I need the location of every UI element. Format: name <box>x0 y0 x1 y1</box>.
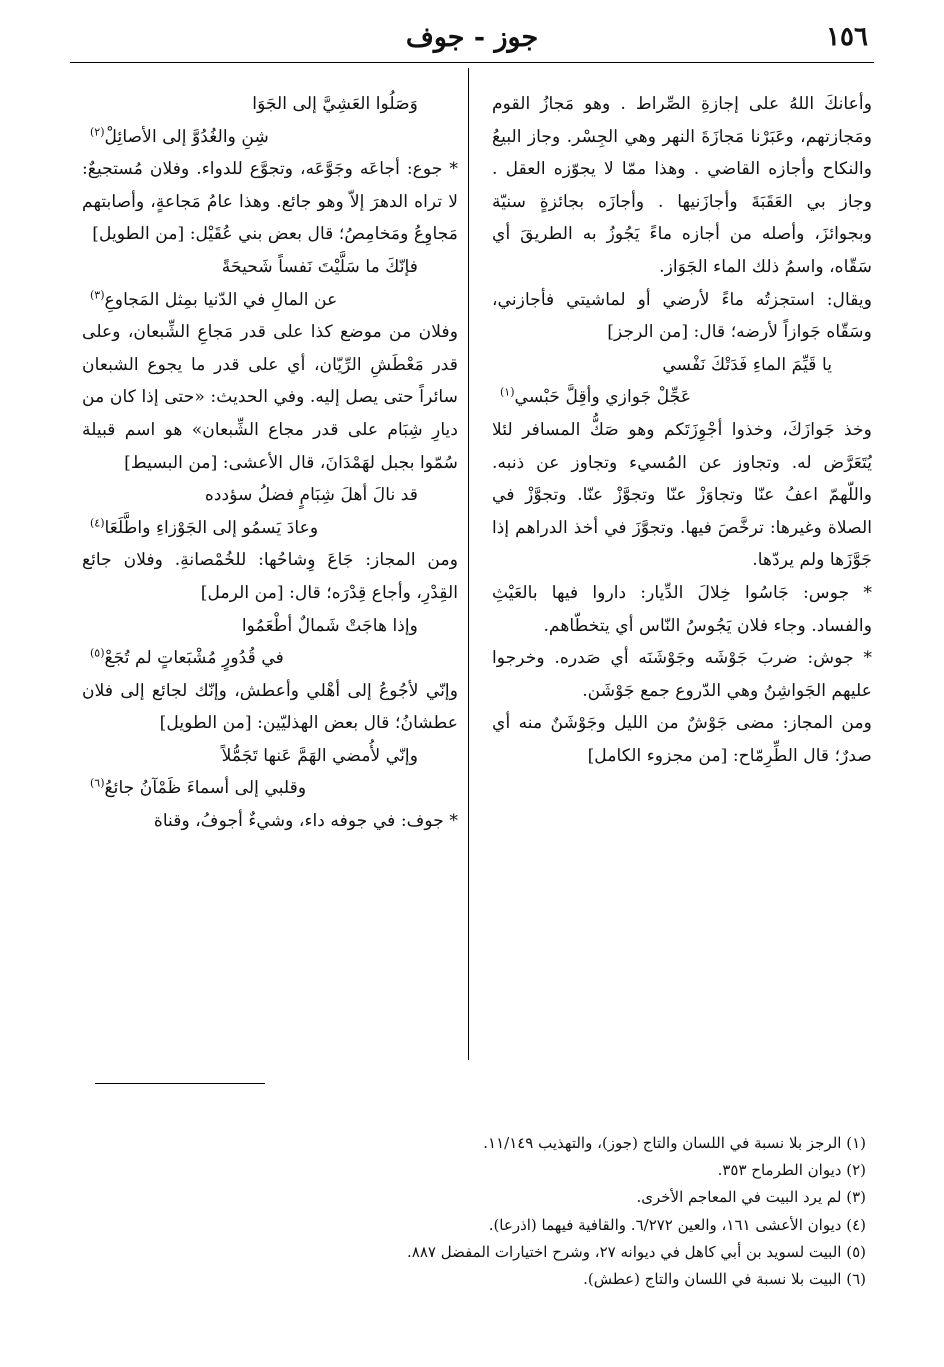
verse-hemistich-1: فإنّكَ ما سَلَّيْتَ نَفساً شَحيحَةً <box>221 256 418 277</box>
paragraph: وإنّي لأجُوعُ إلى أهْلي وأعطش، وإنّك لجائع إلى فلان عطشانُ؛ قال بعض الهذليّين: [من الطويل] <box>82 680 458 734</box>
paragraph: وأعانكَ اللهُ على إجازةِ الصِّراط . وهو مَجازُ القوم ومَجازتهم، وعَبَرْنا مَجازَةَ النهر وهي الجِسْر. وجاز البيعُ والنكاح وأجازه القاضي . وهذا ممّا لا يجوّزه العقل . وجاز بي العَقَبَةَ وأجازَنيها . وأجازَه بجائزةٍ سنيّة وبجوائزَ، وأصله من أجازه ماءً يَجُوزُ به الطريقَ أي سَقّاه، واسمُ ذلك الماء الجَوَاز. <box>492 94 872 277</box>
header-rule <box>70 62 874 63</box>
footnote-marker: (٤) <box>90 515 105 529</box>
paragraph: ومن المجاز: جَاعَ وِشاحُها: للخُمْصانةِ. وفلان جائع القِدْرِ، وأجاع قِدْرَه؛ قال: [من الرمل] <box>82 550 458 603</box>
footnote-marker: (٦) <box>90 776 105 790</box>
footnote: (٦) البيت بلا نسبة في اللسان والتاج (عطش). <box>583 1270 866 1289</box>
verse-hemistich-2: عن المالِ في الدّنيا بمِثل المَجاوعِ$^{(٣)}$ <box>90 287 338 310</box>
footnote-marker: (٣) <box>90 287 105 301</box>
verse-hemistich-2: شِنِ والغُدُوَّ إلى الأصائِلْ$^{(٢)}$ <box>90 124 269 147</box>
footnotes <box>86 1130 866 1293</box>
verse-hemistich-1: وإنّي لأُمضي الهَمَّ عَنها تَجَمُّلاً <box>221 745 418 766</box>
paragraph: ويقال: استجزتُه ماءً لأرضي أو لماشيتي فأجازني، وسَقّاه جَوازاً لأرضه؛ قال: [من الرجز] <box>492 289 872 343</box>
footnote: (٤) ديوان الأعشى ١٦١، والعين ٦/٢٧٢. والقافية فيهما (اذرعا). <box>488 1215 866 1234</box>
footnote: (٥) البيت لسويد بن أبي كاهل في ديوانه ٢٧، وشرح اختيارات المفضل ٨٨٧. <box>406 1242 866 1261</box>
entry-jawsh: * جوش: ضربَ جَوْشَه وجَوْشَنَه أي صَدره. وخرجوا عليهم الجَواشِنُ وهي الدّروع جمع جَوْشَن. <box>492 648 872 701</box>
page-number: ١٥٦ <box>826 22 868 52</box>
paragraph: وخذ جَوازَكَ، وخذوا أجْوِزَتَكم وهو صَكُّ المسافر لئلا يُتَعَرَّض له. وتجاوز عن المُسيء وتجاوز عن ذنبه. واللّهمّ اعفُ عنّا وتجاوَزْ عنّا وتجوَّزْ عنّا. وتجوَّزْ في الصلاة وغيرها: ترخَّصَ فيها. وتجوَّزَ في أخذ الدراهم إذا جَوَّزَها ولم يردّها. <box>492 419 872 571</box>
verse-hemistich-2: وقلبي إلى أسماءَ ظَمْآنُ جائعُ$^{(٦)}$ <box>90 776 307 799</box>
left-column <box>82 88 458 838</box>
page-header <box>70 22 874 60</box>
paragraph: ومن المجاز: مضى جَوْشٌ من الليل وجَوْشَنٌ منه أي صدرٌ؛ قال الطِّرِمّاح: [من مجزوء الكامل] <box>492 713 872 766</box>
verse-hemistich-1: وإذا هاجَتْ شَمالٌ أطْعَمُوا <box>241 615 418 636</box>
verse-hemistich-1: وَصَلُوا العَشِيَّ إلى الجَوَا <box>252 94 418 114</box>
right-column <box>492 88 872 772</box>
footnote-marker: (٢) <box>90 124 105 138</box>
footnote: (٢) ديوان الطرماح ٣٥٣. <box>717 1161 866 1180</box>
verse-hemistich-1: يا قَيِّمَ الماءِ فَدَتْكَ نَفْسي <box>662 354 832 375</box>
footnote-marker: (٥) <box>90 646 105 660</box>
footnote: (٣) لم يرد البيت في المعاجم الأخرى. <box>636 1188 866 1207</box>
footnote-marker: (١) <box>500 385 515 399</box>
entry-jawa: * جوع: أجاعَه وجَوَّعَه، وتجوَّع للدواء. وفلان مُستجيعٌ: لا تراه الدهرَ إلاّ وهو جائع. وهذا عامُ مَجاعةٍ، وأصابتهم مَجاوِعُ ومَخامِصُ؛ قال بعض بني عُقَيْل: [من الطويل] <box>82 159 458 245</box>
verse-hemistich-2: في قُدُورٍ مُشْبَعاتٍ لم تُجَعْ$^{(٥)}$ <box>90 646 284 669</box>
running-title: جوز - جوف <box>405 22 539 53</box>
verse-hemistich-2: وعادَ يَسمُو إلى الجَوْزاءِ واطَّلَعَا$^{(٤)}$ <box>90 515 319 538</box>
footnote-rule <box>95 1083 265 1084</box>
verse-hemistich-1: قد نالَ أهلَ شِبَامٍ فضلُ سؤدده <box>204 485 418 506</box>
footnote: (١) الرجز بلا نسبة في اللسان والتاج (جوز)، والتهذيب ١١/١٤٩. <box>483 1134 866 1152</box>
paragraph: وفلان من موضع كذا على قدر مَجاعِ الشِّبعان، وعلى قدر مَعْطَشِ الرِّيّان، أي على قدر ما يجوع الشبعان سائراً حتى يصل إليه. وفي الحديث: «حتى إذا كان من ديارِ شِبَام على قدر مجاع الشِّبعان» هو اسم قبيلة سُمّوا بجبل لهَمْدَانَ، قال الأعشى: [من البسيط] <box>82 322 458 473</box>
entry-jawf: * جوف: في جوفه داء، وشيءٌ أجوفُ، وقناة <box>153 811 458 832</box>
entry-jaws: * جوس: جَاسُوا خِلالَ الدِّيار: داروا فيها بالعَيْثِ والفساد. وجاء فلان يَجُوسُ النّاس أي يتخطّاهم. <box>492 582 872 636</box>
verse-hemistich-2: عَجِّلْ جَوازي وأقِلَّ حَبْسي$^{(١)}$ <box>500 385 692 408</box>
column-divider <box>468 68 469 1060</box>
